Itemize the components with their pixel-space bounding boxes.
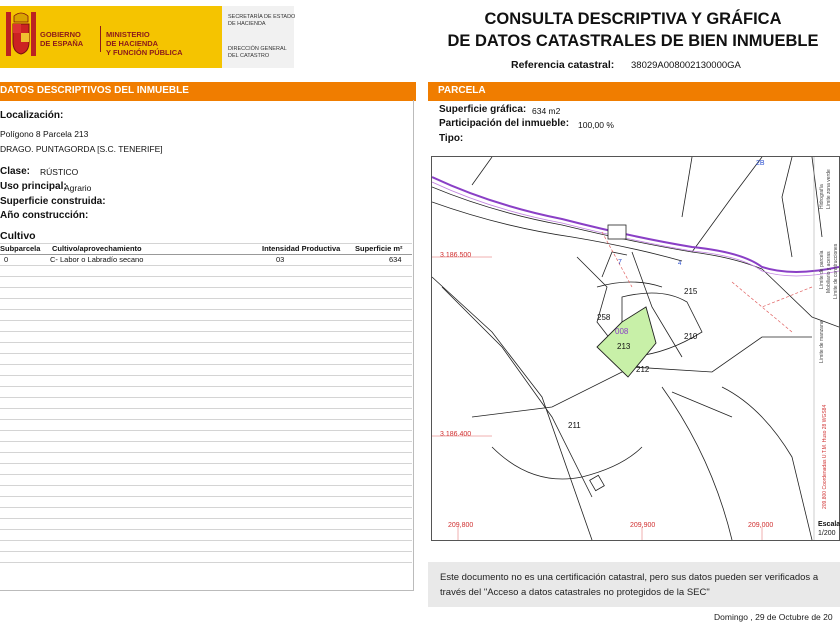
parcel-label: 7 [618,259,622,266]
coord-x-label: 209,000 [748,522,774,529]
table-empty-line [0,353,412,354]
participacion-label: Participación del inmueble: [439,118,570,129]
col-superficie: Superficie m² [355,244,403,253]
projection-label: 209.800 Coordenadas U.T.M. Huso 28 WGS84 [822,404,828,509]
disclaimer-text: Este documento no es una certificación catastral, pero sus datos pueden ser verificados a través del "Acceso a datos catastrales no protegidos de la SEC" [440,572,819,598]
parcel-label: 215 [684,287,698,296]
table-empty-line [0,518,412,519]
parcel-label: 258 [597,313,611,322]
table-empty-line [0,419,412,420]
legend-item: Límite zona verde [826,169,832,209]
table-empty-line [0,309,412,310]
localizacion-line2: DRAGO. PUNTAGORDA [S.C. TENERIFE] [0,144,163,154]
table-empty-line [0,397,412,398]
datos-section-header [0,82,416,99]
map-legend [816,159,838,519]
parcel-label: 4 [678,261,682,267]
coat-of-arms-icon [4,10,38,62]
parcela-section-header [428,82,840,99]
table-empty-line [0,342,412,343]
coord-y-label: 3.186.400 [440,431,472,438]
table-empty-line [0,430,412,431]
coord-y-label: 3.186.500 [440,252,472,259]
col-subparcela: Subparcela [0,244,41,253]
parcel-label: 212 [636,365,650,374]
logo-divider [100,26,101,52]
scale-value: 1/200 [818,530,836,537]
table-empty-line [0,463,412,464]
table-empty-line [0,529,412,530]
parcel-label-selected: 213 [617,342,631,351]
participacion-value: 100,00 % [578,120,614,130]
legend-item: Hidrografía [819,184,825,209]
col-cultivo: Cultivo/aprovechamiento [52,244,142,253]
cell-subparcela: 0 [4,255,9,264]
clase-value: RÚSTICO [40,167,79,177]
datos-section-title: DATOS DESCRIPTIVOS DEL INMUEBLE [0,85,189,96]
direccion-text: DIRECCIÓN GENERAL DEL CATASTRO [228,46,287,59]
table-empty-line [0,265,412,266]
footer-date: Domingo , 29 de Octubre de 20 [714,612,833,622]
table-empty-line [0,551,412,552]
parcel-label: 2B [756,160,765,167]
parcel-label: 210 [684,332,698,341]
page-title: CONSULTA DESCRIPTIVA Y GRÁFICA DE DATOS CATASTRALES DE BIEN INMUEBLE [447,10,819,50]
parcel-label: 211 [568,421,581,430]
table-empty-line [0,364,412,365]
parcela-section-title: PARCELA [438,85,486,96]
legend-item: Límite de parcela [819,250,825,289]
coord-x-label: 209,900 [630,522,656,529]
superficie-grafica-label: Superficie gráfica: [439,104,527,115]
gobierno-text: GOBIERNO DE ESPAÑA [40,30,84,48]
map-drawing [432,157,839,540]
table-empty-line [0,496,412,497]
superficie-grafica-value: 634 m2 [532,106,561,116]
table-empty-line [0,452,412,453]
table-empty-line [0,540,412,541]
uso-value: Agrario [64,183,92,193]
table-empty-line [0,320,412,321]
legend-item: Mobiliario y aceras [826,251,832,293]
anio-construccion-label: Año construcción: [0,210,89,221]
ministerio-text: MINISTERIO DE HACIENDA Y FUNCIÓN PÚBLICA [106,30,183,57]
table-empty-line [0,287,412,288]
coord-x-label: 209,800 [448,522,474,529]
table-empty-line [0,474,412,475]
clase-label: Clase: [0,166,31,177]
referencia-value: 38029A008002130000GA [631,60,741,71]
parcel-label: 008 [615,327,629,336]
localizacion-line1: Polígono 8 Parcela 213 [0,129,89,139]
superficie-construida-label: Superficie construida: [0,196,106,207]
table-empty-line [0,408,412,409]
scale-label: Escala [818,521,840,528]
cell-superficie: 634 [389,255,402,264]
col-intensidad: Intensidad Productiva [262,244,341,253]
secretaria-text: SECRETARÍA DE ESTADO DE HACIENDA [228,14,296,27]
table-empty-line [0,331,412,332]
legend-item: Límite de manzana [819,320,825,363]
legend-item: Límite de construcciones [833,243,839,299]
table-empty-line [0,507,412,508]
cultivo-title: Cultivo [0,230,36,242]
localizacion-label: Localización: [0,110,64,121]
cadastral-map[interactable] [431,156,840,541]
table-empty-line [0,375,412,376]
table-empty-line [0,485,412,486]
table-row [0,255,412,265]
cell-cultivo: C- Labor o Labradío secano [50,255,144,264]
uso-label: Uso principal: [0,181,67,192]
referencia-label: Referencia catastral: [511,59,615,71]
table-empty-line [0,441,412,442]
parcela-section-rule [428,99,840,101]
cell-intensidad: 03 [276,255,285,264]
table-empty-line [0,562,412,563]
table-empty-line [0,276,412,277]
table-empty-line [0,386,412,387]
table-empty-line [0,298,412,299]
tipo-label: Tipo: [439,133,464,144]
